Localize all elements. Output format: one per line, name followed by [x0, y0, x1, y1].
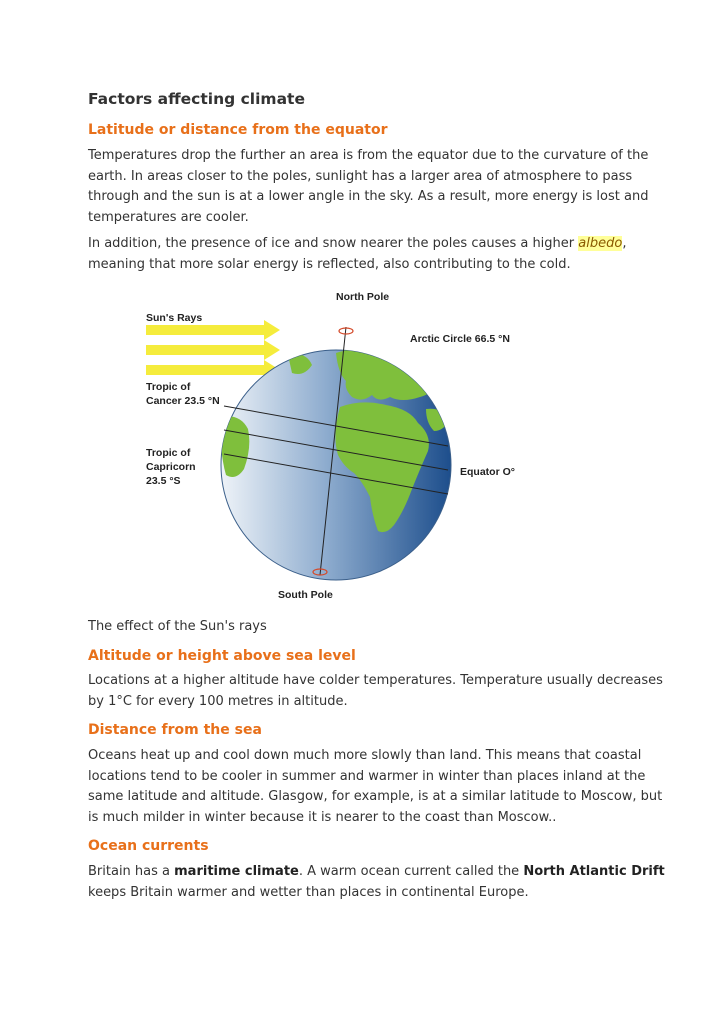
text-segment: ,	[622, 236, 627, 251]
tropic-capricorn-label: 23.5 °S	[146, 475, 181, 487]
text-line: same latitude and altitude. Glasgow, for example, is at a similar latitude to Moscow, but	[88, 789, 663, 804]
heading-sea: Distance from the sea	[88, 722, 262, 738]
heading-ocean-currents: Ocean currents	[88, 838, 209, 854]
paragraph-sea	[88, 746, 663, 828]
equator-label: Equator O°	[460, 466, 515, 478]
heading-altitude: Altitude or height above sea level	[88, 648, 356, 664]
text-line	[88, 234, 648, 255]
paragraph-albedo	[88, 234, 648, 275]
text-segment: . A warm ocean current called the	[298, 864, 524, 879]
text-line: keeps Britain warmer and wetter than places in continental Europe.	[88, 884, 529, 900]
south-pole-label: South Pole	[278, 589, 333, 601]
sun-rays-diagram	[140, 285, 540, 605]
text-line: temperatures are cooler.	[88, 209, 249, 225]
text-line	[88, 862, 665, 883]
north-pole-label: North Pole	[336, 291, 390, 303]
tropic-capricorn-label: Tropic of	[146, 447, 191, 459]
text-line: locations tend to be cooler in summer and warmer in winter than places inland at the	[88, 768, 646, 784]
north-atlantic-drift-term: North Atlantic Drift	[523, 864, 665, 879]
maritime-climate-term: maritime climate	[174, 864, 299, 879]
text-line: is much milder in winter because it is nearer to the coast than Moscow..	[88, 809, 557, 825]
diagram-caption: The effect of the Sun's rays	[88, 619, 267, 634]
paragraph-altitude	[88, 671, 663, 712]
text-line: Locations at a higher altitude have colder temperatures. Temperature usually decreases	[88, 673, 663, 688]
text-line: by 1°C for every 100 metres in altitude.	[88, 693, 348, 709]
tropic-capricorn-label: Capricorn	[146, 461, 196, 473]
heading-latitude: Latitude or distance from the equator	[88, 122, 388, 138]
text-segment: In addition, the presence of ice and snow nearer the poles causes a higher	[88, 236, 579, 251]
suns-rays-label: Sun's Rays	[146, 312, 203, 324]
europe-landmass	[336, 348, 440, 400]
text-segment: Britain has a	[88, 864, 175, 879]
paragraph-ocean-currents	[88, 862, 665, 903]
sun-ray-arrow	[146, 360, 280, 380]
text-line: earth. In areas closer to the poles, sunlight has a larger area of atmosphere to pass	[88, 168, 633, 184]
tropic-cancer-label: Tropic of	[146, 381, 191, 393]
sun-ray-arrow	[146, 340, 280, 360]
tropic-cancer-label: Cancer 23.5 °N	[146, 395, 220, 407]
text-line: through and the sun is at a lower angle in the sky. As a result, more energy is lost and	[88, 189, 649, 204]
text-line: Oceans heat up and cool down much more slowly than land. This means that coastal	[88, 748, 642, 763]
text-line: meaning that more solar energy is reflected, also contributing to the cold.	[88, 256, 571, 272]
arctic-circle-label: Arctic Circle 66.5 °N	[410, 333, 510, 345]
page-title: Factors affecting climate	[88, 90, 305, 108]
text-line: Temperatures drop the further an area is from the equator due to the curvature of the	[88, 148, 649, 163]
albedo-highlight: albedo	[578, 236, 623, 251]
paragraph-latitude	[88, 146, 648, 228]
